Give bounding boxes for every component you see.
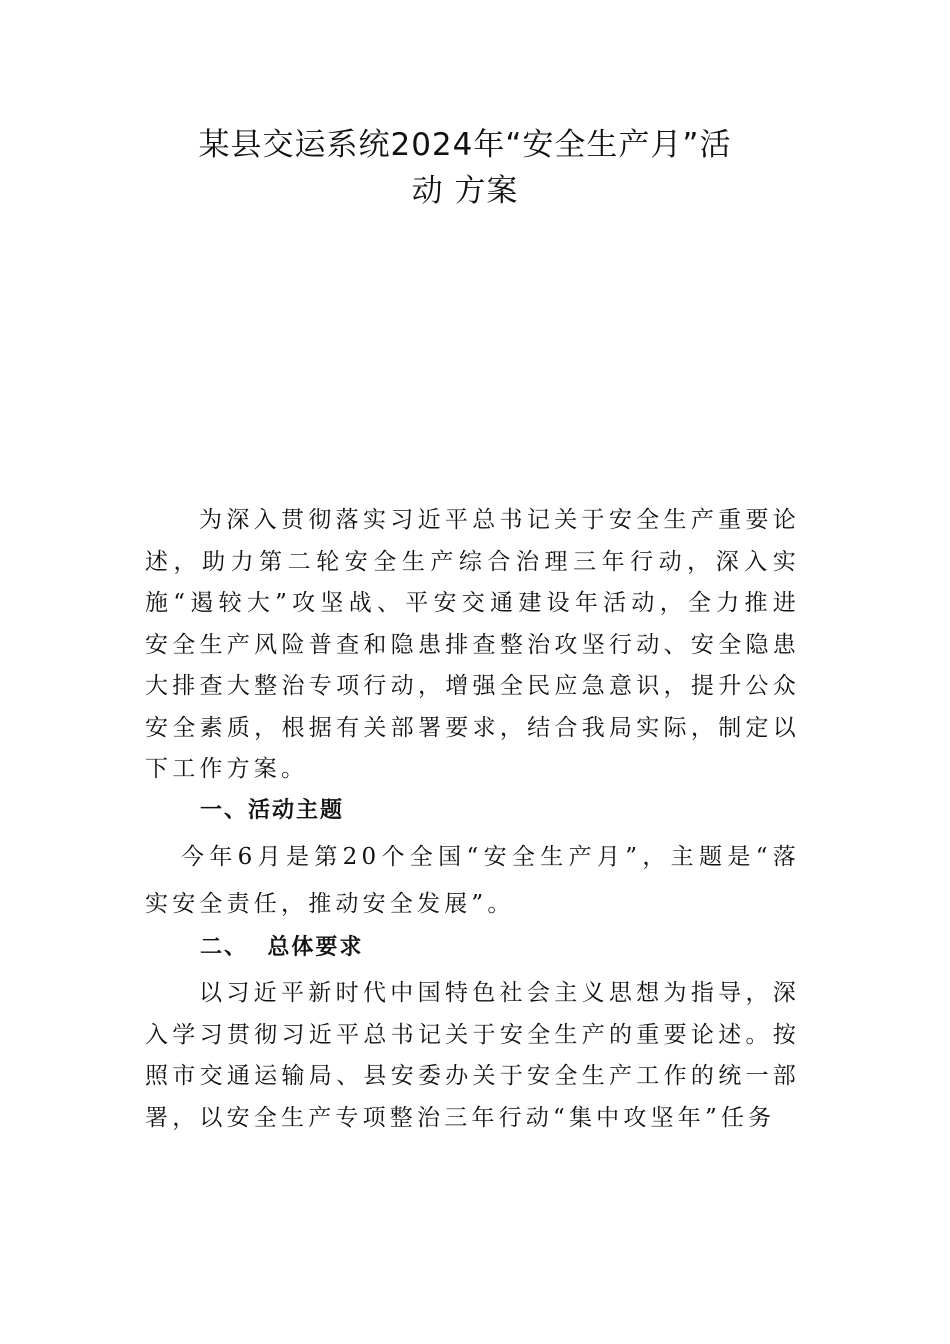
section-2-heading: 二、 总体要求: [200, 935, 364, 960]
section-1-paragraph: 今年6月是第20个全国“安全生产月”，主题是“落实安全责任，推动安全发展”。: [145, 844, 800, 917]
section-1-heading: 一、活动主题: [200, 798, 345, 823]
title-line-2: 动 方案: [411, 173, 519, 209]
document-title: [145, 122, 785, 214]
intro-paragraph: 为深入贯彻落实习近平总书记关于安全生产重要论述，助力第二轮安全生产综合治理三年行动，深入实施“遏较大”攻坚战、平安交通建设年活动，全力推进安全生产风险普查和隐患排查整治攻坚行动、安全隐患大排查大整治专项行动，增强全民应急意识，提升公众安全素质，根据有关部署要求，结合我局实际，制定以下工作方案。: [145, 507, 800, 782]
section-2-paragraph: 以习近平新时代中国特色社会主义思想为指导，深入学习贯彻习近平总书记关于安全生产的重要论述。按照市交通运输局、县安委办关于安全生产工作的统一部署，以安全生产专项整治三年行动“集中攻坚年”任务: [145, 980, 800, 1131]
title-line-1: 某县交运系统2024年“安全生产月”活: [198, 127, 732, 163]
